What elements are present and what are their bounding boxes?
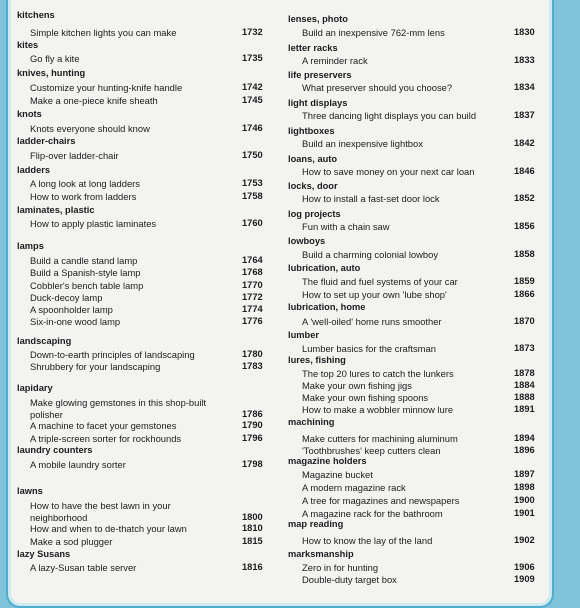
- article-title: A mobile laundry sorter: [30, 459, 126, 470]
- page-number: 1873: [514, 343, 535, 353]
- page-number: 1852: [514, 193, 535, 203]
- entry-heading: knives, hunting: [17, 68, 86, 78]
- page-number: 1796: [242, 433, 263, 443]
- article-title: Three dancing light displays you can build: [302, 110, 477, 121]
- entry-heading: log projects: [288, 209, 341, 219]
- article-title: A tree for magazines and newspapers: [302, 495, 460, 506]
- page-number: 1897: [514, 469, 535, 479]
- article-title: Build a candle stand lamp: [30, 255, 138, 266]
- article-title: The top 20 lures to catch the lunkers: [302, 368, 454, 379]
- page-number: 1837: [514, 110, 535, 120]
- article-title: A reminder rack: [302, 55, 368, 66]
- article-title: Go fly a kite: [30, 53, 80, 64]
- article-title: Make a one-piece knife sheath: [30, 95, 158, 106]
- article-title: 'Toothbrushes' keep cutters clean: [302, 445, 441, 456]
- entry-heading: lubrication, home: [288, 302, 366, 312]
- page-number: 1894: [514, 433, 535, 443]
- entry-heading: ladder-chairs: [17, 136, 76, 146]
- entry-heading: letter racks: [288, 43, 338, 53]
- article-title: A triple-screen sorter for rockhounds: [30, 433, 182, 444]
- page-number: 1896: [514, 445, 535, 455]
- page-number: 1774: [242, 304, 263, 314]
- article-title: A magazine rack for the bathroom: [302, 508, 443, 519]
- article-title: Make a sod plugger: [30, 536, 113, 547]
- entry-heading: machining: [288, 417, 335, 427]
- article-title: Six-in-one wood lamp: [30, 316, 121, 327]
- entry-heading: marksmanship: [288, 549, 354, 559]
- page-number: 1753: [242, 178, 263, 188]
- article-title: Make glowing gemstones in this shop-built: [30, 397, 207, 408]
- page-number: 1878: [514, 368, 535, 378]
- page-number: 1870: [514, 316, 535, 326]
- article-title: Make cutters for machining aluminum: [302, 433, 458, 444]
- page-number: 1884: [514, 380, 535, 390]
- entry-heading: lumber: [288, 330, 319, 340]
- entry-heading: loans, auto: [288, 154, 338, 164]
- article-title: Make your own fishing jigs: [302, 380, 412, 391]
- article-title: A machine to facet your gemstones: [30, 420, 177, 431]
- article-title: Lumber basics for the craftsman: [302, 343, 436, 354]
- page-number: 1772: [242, 292, 263, 302]
- article-title: Build a charming colonial lowboy: [302, 249, 439, 260]
- article-title: A long look at long ladders: [30, 178, 140, 189]
- page-number: 1900: [514, 495, 535, 505]
- entry-heading: laundry counters: [17, 445, 93, 455]
- article-title: How to save money on your next car loan: [302, 166, 475, 177]
- article-title: Fun with a chain saw: [302, 221, 390, 232]
- page-number: 1901: [514, 508, 535, 518]
- entry-heading: kites: [17, 40, 39, 50]
- page-number: 1830: [514, 27, 535, 37]
- article-title: Zero in for hunting: [302, 562, 379, 573]
- index-column-left: [0, 0, 290, 580]
- entry-heading: ladders: [17, 165, 51, 175]
- entry-heading: lubrication, auto: [288, 263, 361, 273]
- page-number: 1798: [242, 459, 263, 469]
- article-title: polisher: [30, 409, 63, 420]
- page-number: 1906: [514, 562, 535, 572]
- entry-heading: locks, door: [288, 181, 338, 191]
- entry-heading: lapidary: [17, 383, 53, 393]
- page-number: 1834: [514, 82, 535, 92]
- entry-heading: kitchens: [17, 10, 55, 20]
- page-number: 1902: [514, 535, 535, 545]
- article-title: Double-duty target box: [302, 574, 397, 585]
- article-title: What preserver should you choose?: [302, 82, 453, 93]
- page-number: 1780: [242, 349, 263, 359]
- page-number: 1888: [514, 392, 535, 402]
- entry-heading: lazy Susans: [17, 549, 71, 559]
- page-number: 1891: [514, 404, 535, 414]
- page-number: 1742: [242, 82, 263, 92]
- page-number: 1800: [242, 512, 263, 522]
- entry-heading: lenses, photo: [288, 14, 348, 24]
- article-title: Simple kitchen lights you can make: [30, 27, 177, 38]
- entry-heading: knots: [17, 109, 42, 119]
- article-title: Make your own fishing spoons: [302, 392, 429, 403]
- page-number: 1810: [242, 523, 263, 533]
- page-number: 1858: [514, 249, 535, 259]
- article-title: A lazy-Susan table server: [30, 562, 137, 573]
- entry-heading: life preservers: [288, 70, 352, 80]
- page-number: 1898: [514, 482, 535, 492]
- article-title: Duck-decoy lamp: [30, 292, 103, 303]
- article-title: Knots everyone should know: [30, 123, 150, 134]
- entry-heading: lawns: [17, 486, 43, 496]
- page-number: 1790: [242, 420, 263, 430]
- article-title: A spoonholder lamp: [30, 304, 113, 315]
- article-title: How to know the lay of the land: [302, 535, 433, 546]
- page-number: 1816: [242, 562, 263, 572]
- article-title: How to install a fast-set door lock: [302, 193, 440, 204]
- page-number: 1768: [242, 267, 263, 277]
- page-number: 1745: [242, 95, 263, 105]
- entry-heading: lightboxes: [288, 126, 335, 136]
- article-title: neighborhood: [30, 512, 88, 523]
- entry-heading: magazine holders: [288, 456, 367, 466]
- article-title: How and when to de-thatch your lawn: [30, 523, 187, 534]
- page-number: 1842: [514, 138, 535, 148]
- page-number: 1732: [242, 27, 263, 37]
- page-number: 1783: [242, 361, 263, 371]
- article-title: How to set up your own 'lube shop': [302, 289, 447, 300]
- page-number: 1735: [242, 53, 263, 63]
- entry-heading: landscaping: [17, 336, 72, 346]
- article-title: How to have the best lawn in your: [30, 500, 171, 511]
- article-title: How to make a wobbler minnow lure: [302, 404, 454, 415]
- article-title: Build an inexpensive lightbox: [302, 138, 423, 149]
- page-number: 1846: [514, 166, 535, 176]
- article-title: Cobbler's bench table lamp: [30, 280, 144, 291]
- article-title: How to work from ladders: [30, 191, 137, 202]
- article-title: The fluid and fuel systems of your car: [302, 276, 458, 287]
- index-column-right: [288, 0, 580, 585]
- entry-heading: lamps: [17, 241, 44, 251]
- page-number: 1856: [514, 221, 535, 231]
- page-number: 1859: [514, 276, 535, 286]
- page-number: 1764: [242, 255, 263, 265]
- article-title: Shrubbery for your landscaping: [30, 361, 161, 372]
- entry-heading: lowboys: [288, 236, 326, 246]
- article-title: Down-to-earth principles of landscaping: [30, 349, 195, 360]
- page-number: 1770: [242, 280, 263, 290]
- page-number: 1866: [514, 289, 535, 299]
- page-number: 1909: [514, 574, 535, 584]
- entry-heading: laminates, plastic: [17, 205, 95, 215]
- article-title: Customize your hunting-knife handle: [30, 82, 183, 93]
- article-title: How to apply plastic laminates: [30, 218, 157, 229]
- article-title: A modern magazine rack: [302, 482, 406, 493]
- entry-heading: lures, fishing: [288, 355, 346, 365]
- page-number: 1746: [242, 123, 263, 133]
- entry-heading: map reading: [288, 519, 344, 529]
- entry-heading: light displays: [288, 98, 348, 108]
- page-number: 1833: [514, 55, 535, 65]
- page-number: 1815: [242, 536, 263, 546]
- article-title: Flip-over ladder-chair: [30, 150, 119, 161]
- article-title: Build an inexpensive 762-mm lens: [302, 27, 445, 38]
- page-number: 1758: [242, 191, 263, 201]
- article-title: A 'well-oiled' home runs smoother: [302, 316, 442, 327]
- page-number: 1776: [242, 316, 263, 326]
- page-number: 1786: [242, 409, 263, 419]
- article-title: Magazine bucket: [302, 469, 373, 480]
- article-title: Build a Spanish-style lamp: [30, 267, 141, 278]
- page-number: 1750: [242, 150, 263, 160]
- page-number: 1760: [242, 218, 263, 228]
